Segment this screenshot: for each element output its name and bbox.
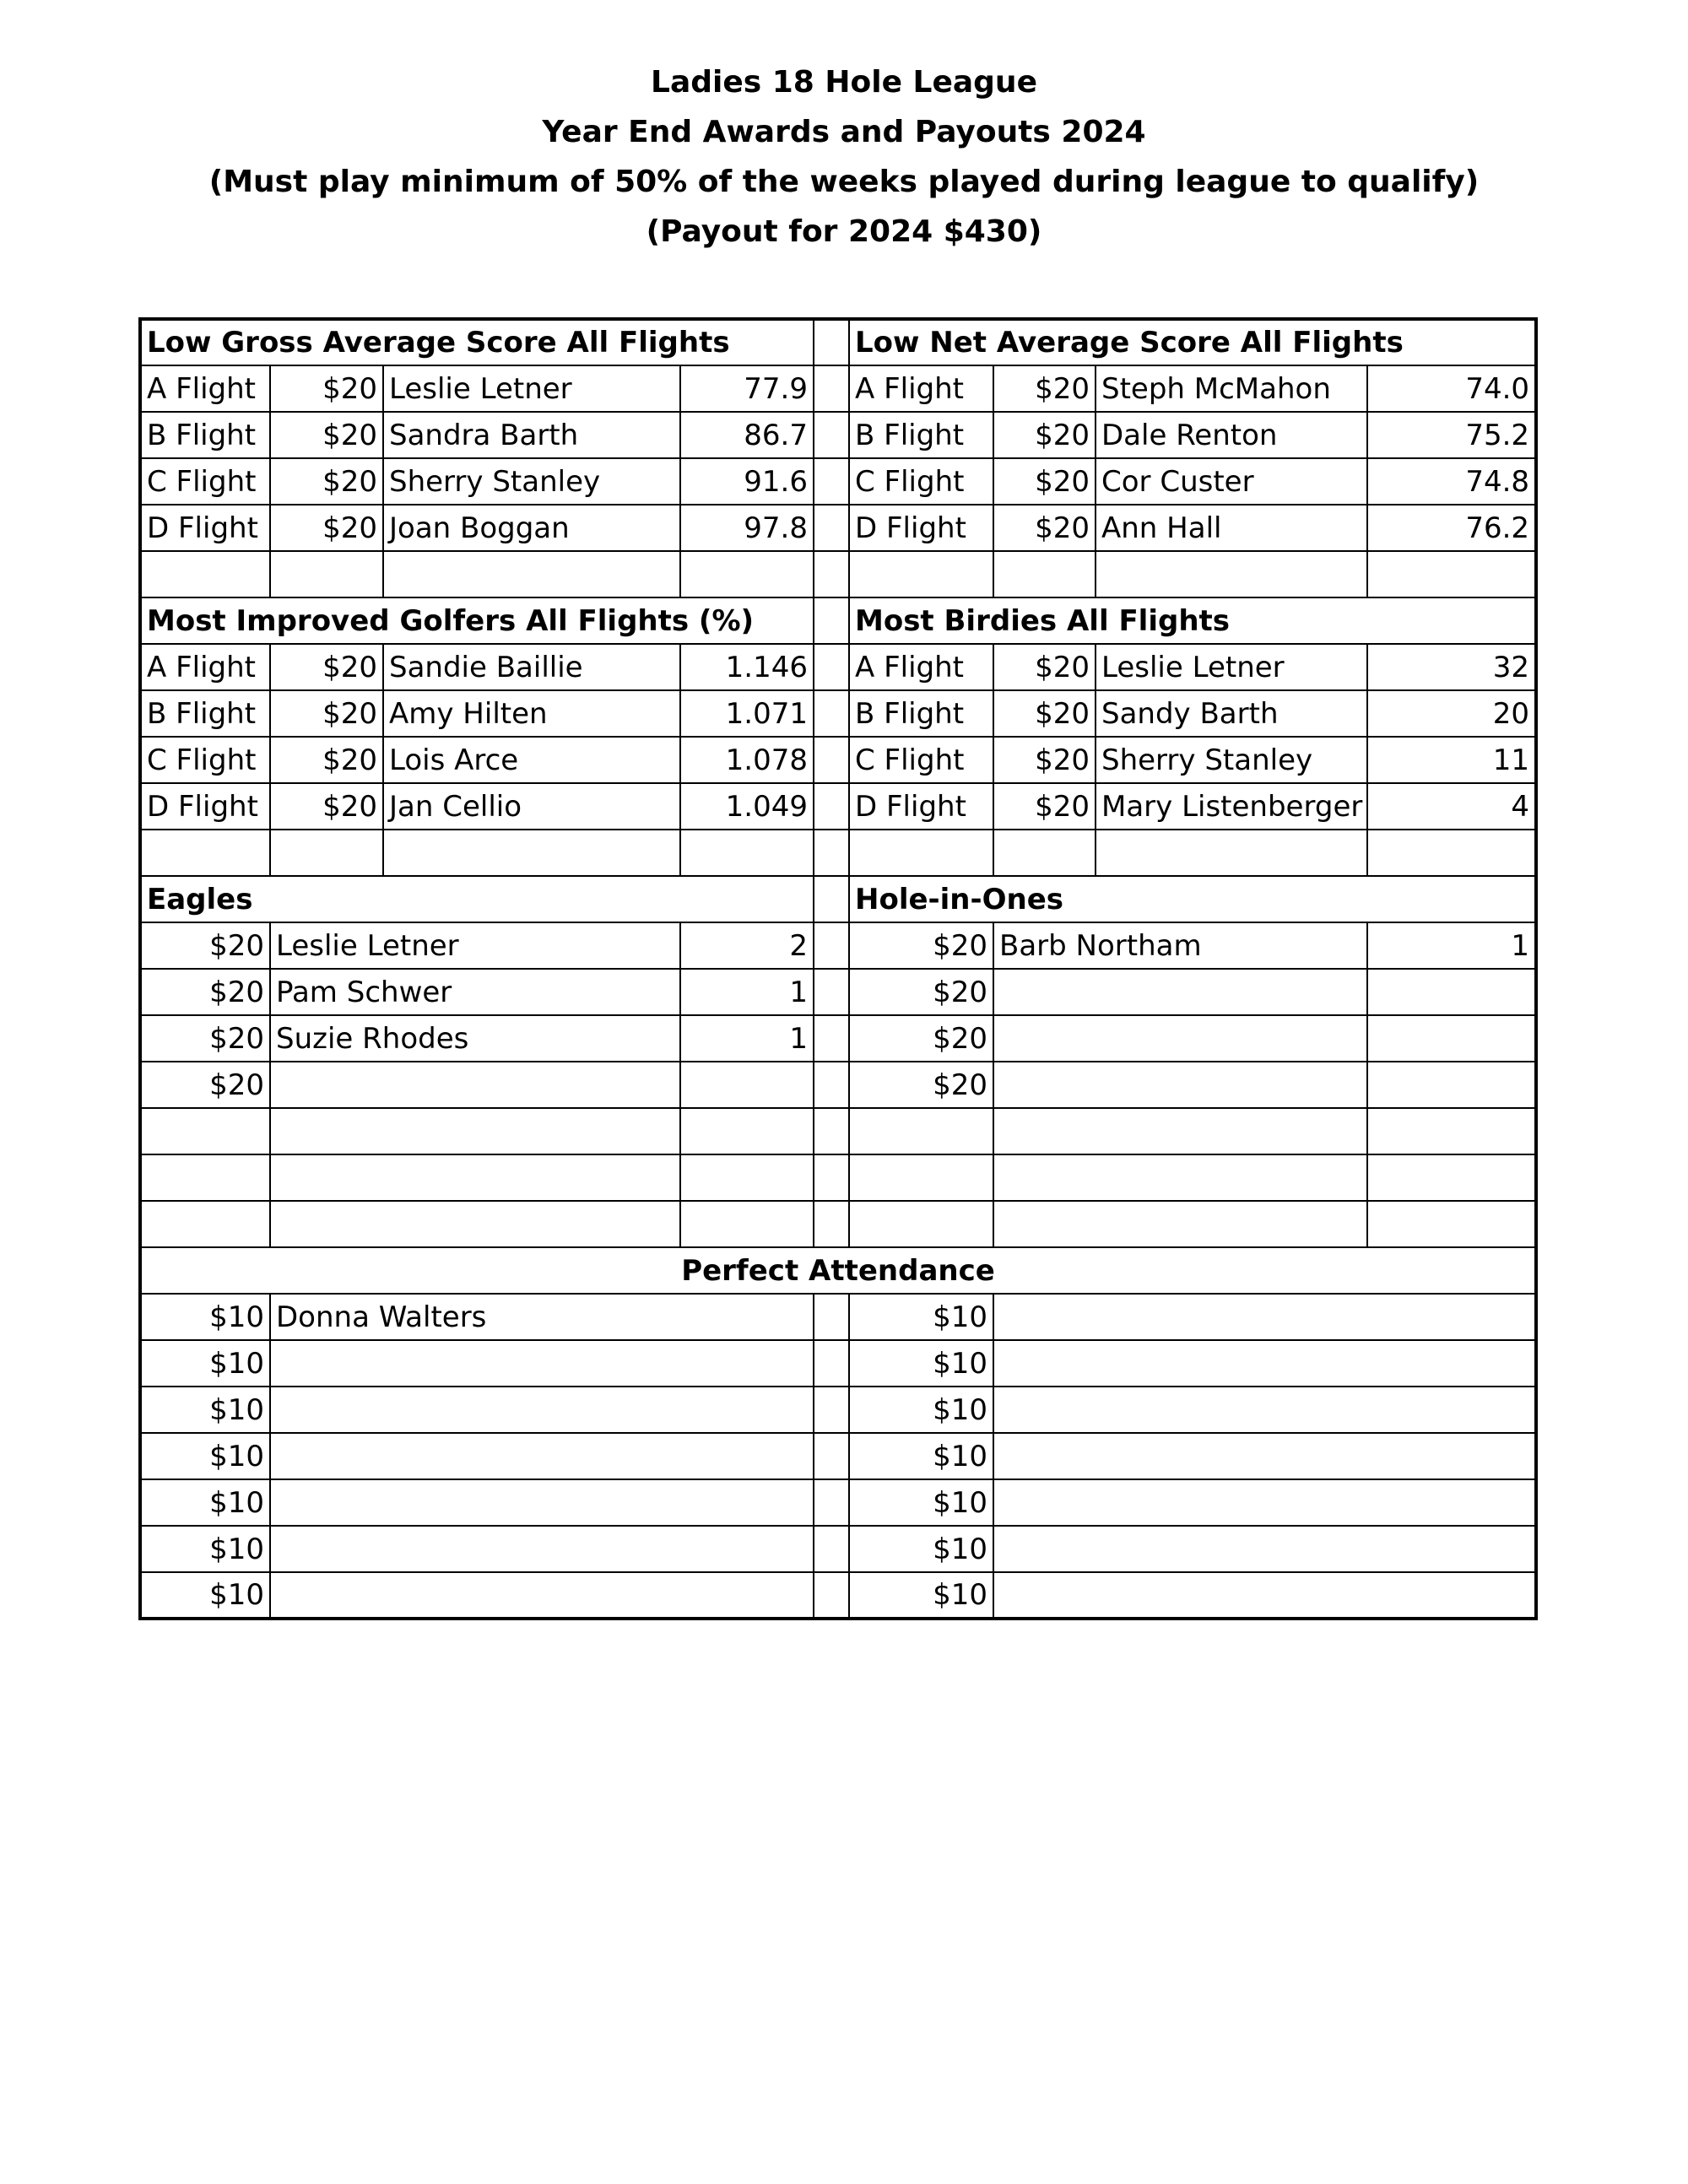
table-row: $10 Donna Walters $10 [140, 1294, 1536, 1340]
most-improved-heading: Most Improved Golfers All Flights (%) [140, 597, 680, 644]
blank-row [140, 1201, 1536, 1247]
low-net-heading: Low Net Average Score All Flights [849, 319, 1367, 365]
table-row: $10 $10 [140, 1526, 1536, 1572]
document-header [0, 57, 1688, 257]
title-line-1: Ladies 18 Hole League [651, 65, 1037, 100]
title-line-4: (Payout for 2024 $430) [646, 214, 1042, 249]
table-row: A Flight $20 Leslie Letner 77.9 A Flight $20 Steph McMahon 74.0 [140, 365, 1536, 412]
table-row: $20 $20 [140, 1062, 1536, 1108]
table-row: $10 $10 [140, 1572, 1536, 1619]
section-heading-row [140, 597, 1536, 644]
blank-row [140, 1108, 1536, 1154]
title-line-3: (Must play minimum of 50% of the weeks played during league to qualify) [208, 165, 1480, 199]
table-row: A Flight $20 Sandie Baillie 1.146 A Flight $20 Leslie Letner 32 [140, 644, 1536, 690]
table-row: $20 Pam Schwer 1 $20 [140, 969, 1536, 1015]
table-row: $10 $10 [140, 1340, 1536, 1387]
blank-row [140, 1154, 1536, 1201]
table-row: C Flight $20 Sherry Stanley 91.6 C Flight $20 Cor Custer 74.8 [140, 458, 1536, 505]
table-row: $20 Suzie Rhodes 1 $20 [140, 1015, 1536, 1062]
awards-table [138, 317, 1538, 1620]
blank-row [140, 830, 1536, 876]
eagles-heading: Eagles [140, 876, 680, 922]
section-heading-row [140, 319, 1536, 365]
table-row: $10 $10 [140, 1433, 1536, 1479]
table-row: D Flight $20 Joan Boggan 97.8 D Flight $20 Ann Hall 76.2 [140, 505, 1536, 551]
title-line-2: Year End Awards and Payouts 2024 [542, 115, 1146, 149]
perfect-attendance-heading: Perfect Attendance [140, 1247, 1536, 1294]
table-row: $20 Leslie Letner 2 $20 Barb Northam 1 [140, 922, 1536, 969]
table-row: B Flight $20 Sandra Barth 86.7 B Flight $20 Dale Renton 75.2 [140, 412, 1536, 458]
blank-row [140, 551, 1536, 597]
low-gross-heading: Low Gross Average Score All Flights [140, 319, 680, 365]
most-birdies-heading: Most Birdies All Flights [849, 597, 1367, 644]
section-heading-row [140, 876, 1536, 922]
table-row: B Flight $20 Amy Hilten 1.071 B Flight $20 Sandy Barth 20 [140, 690, 1536, 737]
table-row: $10 $10 [140, 1479, 1536, 1526]
table-row: C Flight $20 Lois Arce 1.078 C Flight $20 Sherry Stanley 11 [140, 737, 1536, 783]
table-row: $10 $10 [140, 1387, 1536, 1433]
hole-in-ones-heading: Hole-in-Ones [849, 876, 1367, 922]
table-row: D Flight $20 Jan Cellio 1.049 D Flight $20 Mary Listenberger 4 [140, 783, 1536, 830]
section-heading-row [140, 1247, 1536, 1294]
